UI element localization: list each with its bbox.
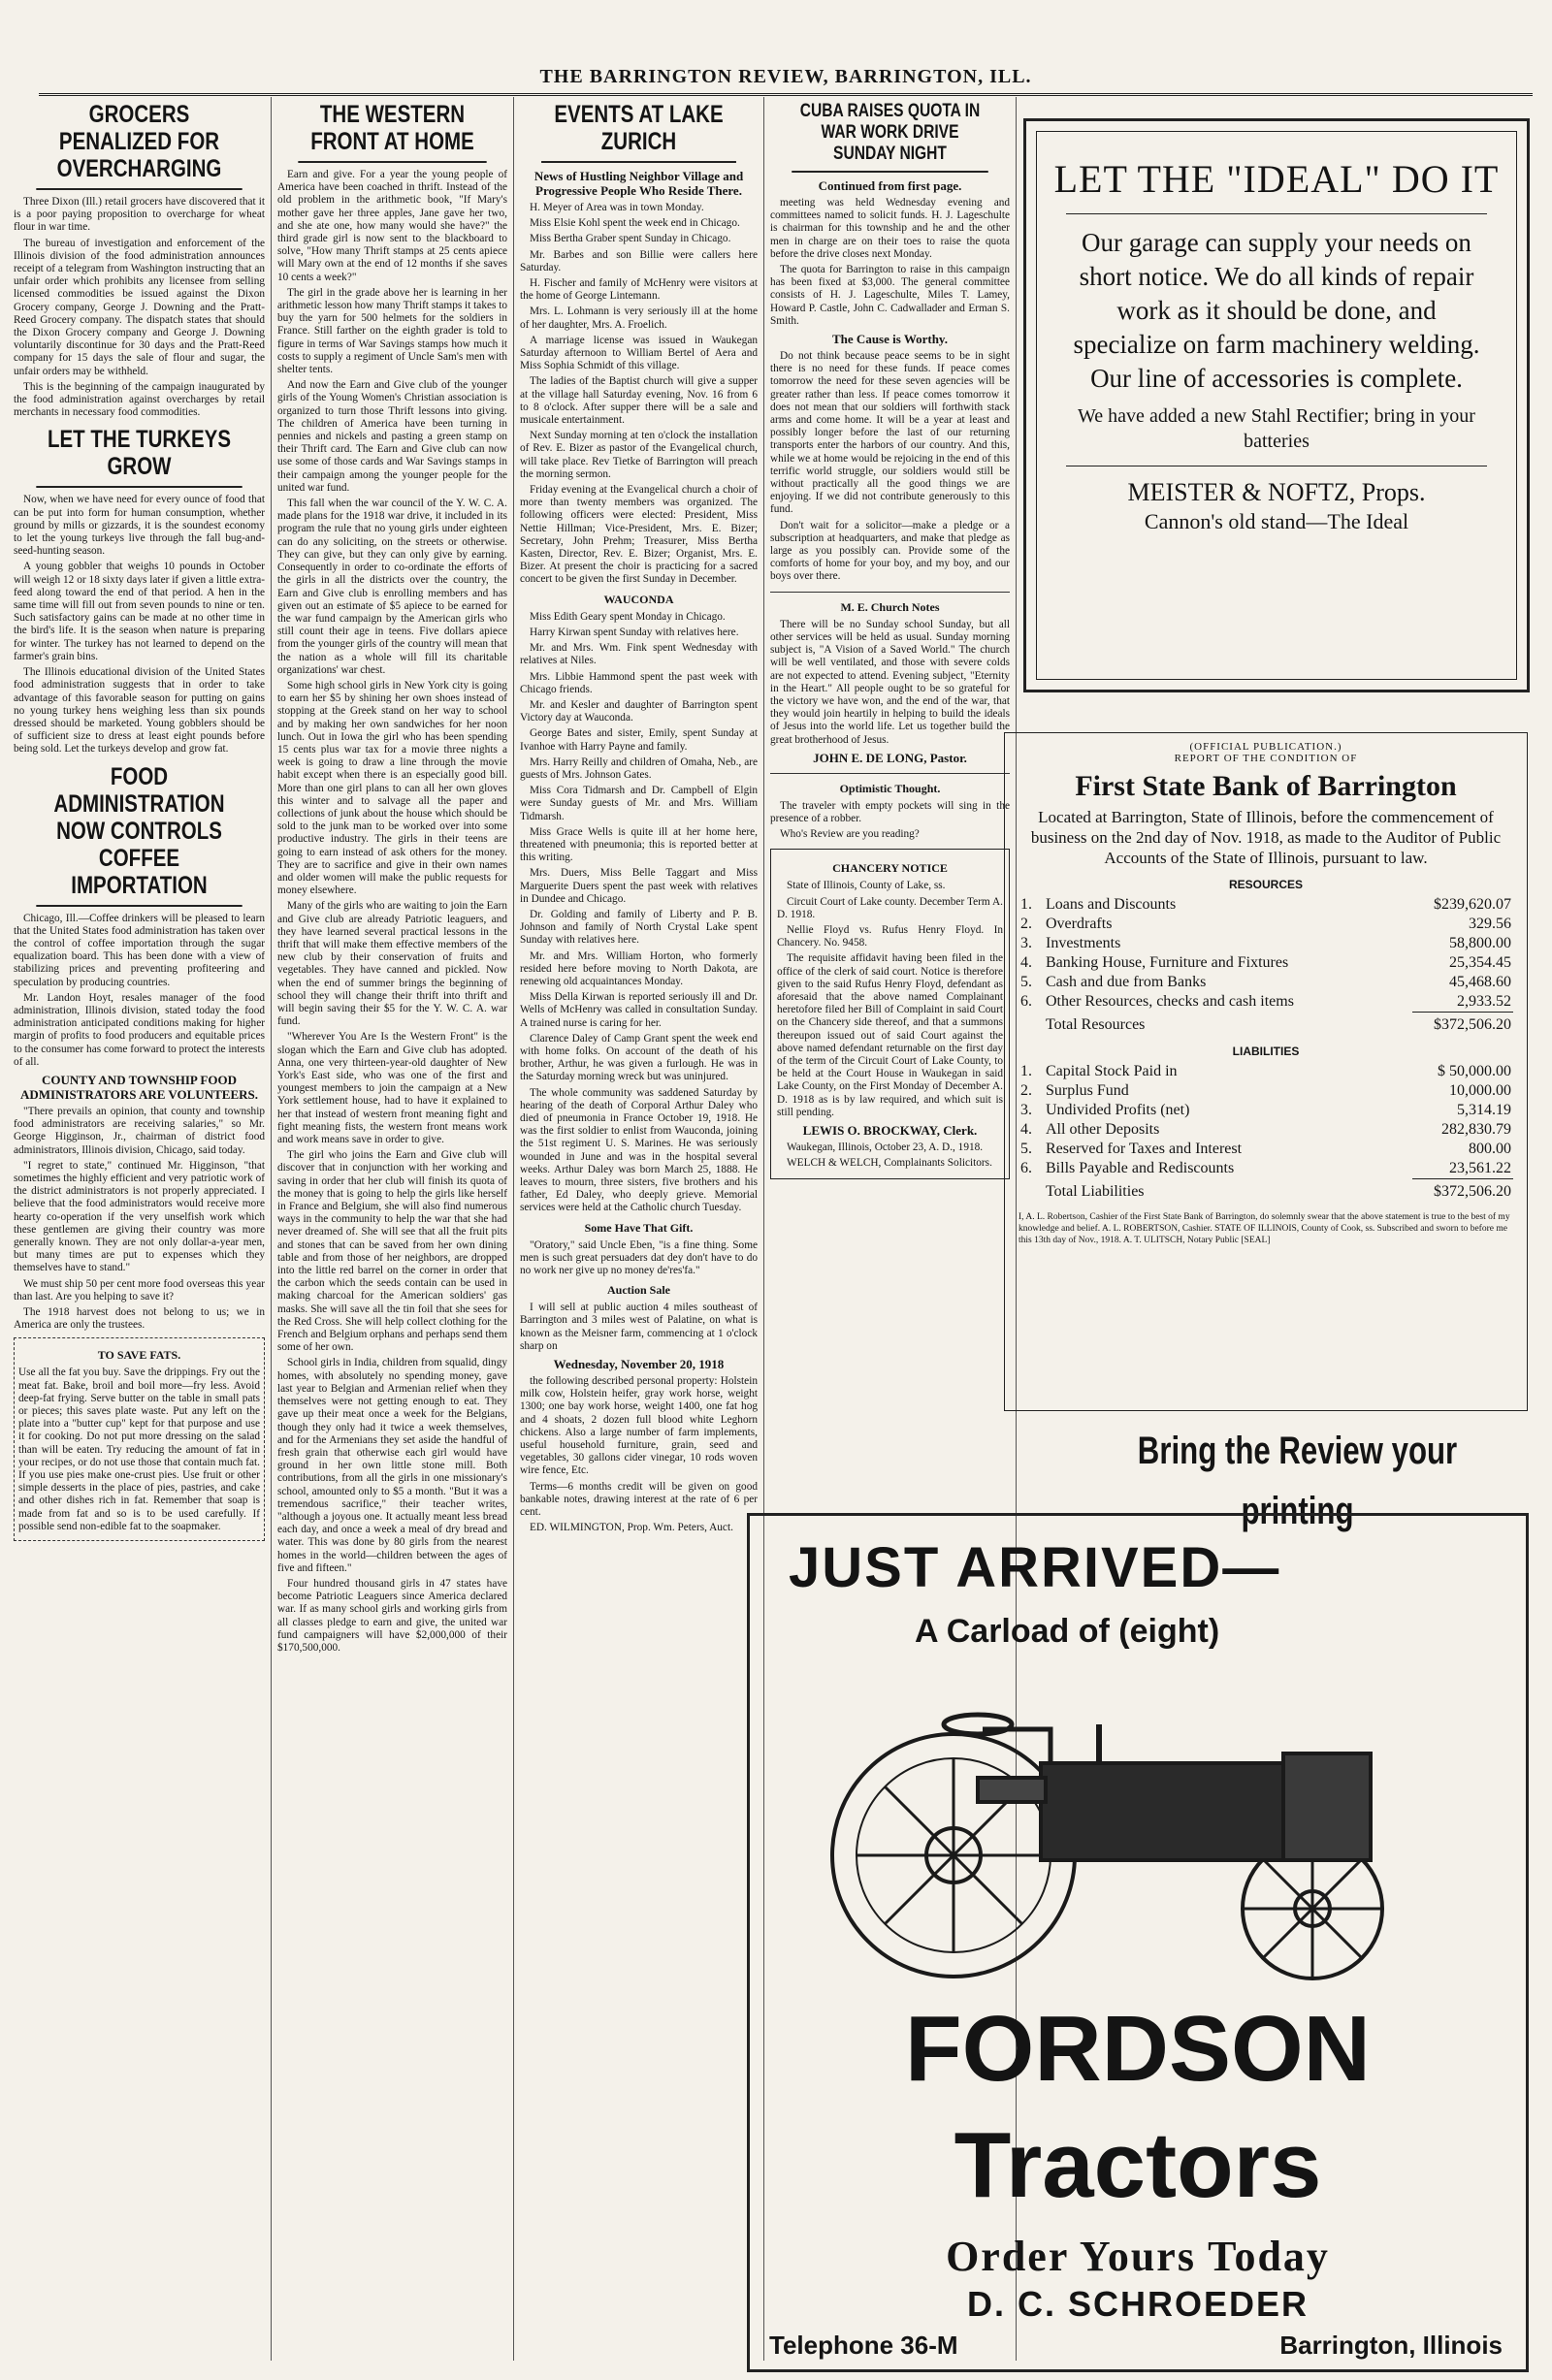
row-value: $ 50,000.00 bbox=[1438, 1063, 1511, 1079]
resources-label: RESOURCES bbox=[1228, 878, 1303, 891]
row-label: Banking House, Furniture and Fixtures bbox=[1046, 954, 1289, 971]
headline-chancery: CHANCERY NOTICE bbox=[832, 861, 948, 876]
engine-body bbox=[1041, 1763, 1283, 1860]
pastor-signature: JOHN E. DE LONG, Pastor. bbox=[813, 750, 967, 765]
headline-grocers: GROCERS PENALIZED FOR OVERCHARGING bbox=[36, 97, 242, 190]
row-value: 282,830.79 bbox=[1441, 1121, 1511, 1138]
column-3 bbox=[514, 97, 764, 2361]
paragraph: WELCH & WELCH, Complainants Solicitors. bbox=[787, 1157, 992, 1170]
liabilities-table bbox=[1018, 1062, 1513, 1202]
row-number: 6. bbox=[1020, 1160, 1032, 1177]
headline-auction-sale: Auction Sale bbox=[606, 1283, 670, 1298]
paragraph: Mr. Barbes and son Billie were callers here Saturday. bbox=[520, 248, 758, 273]
row-label: Reserved for Taxes and Interest bbox=[1046, 1141, 1243, 1157]
paragraph: Mr. and Mrs. William Horton, who formerly resided here before moving to North Dakota, are renewing old acquaintances Monday. bbox=[520, 949, 758, 987]
paragraph: Mr. and Mrs. Wm. Fink spent Wednesday with relatives at Niles. bbox=[520, 642, 758, 667]
headline-coffee: FOOD ADMINISTRATION NOW CONTROLS COFFEE IMPORTATION bbox=[36, 759, 242, 907]
total-row bbox=[1018, 1013, 1513, 1036]
auction-date: Wednesday, November 20, 1918 bbox=[553, 1357, 725, 1372]
bank-report: REPORT OF THE CONDITION OF bbox=[1174, 753, 1358, 764]
paragraph: Miss Grace Wells is quite ill at her home here, threatened with pneumonia; this is reported better at this writing. bbox=[520, 825, 758, 864]
row-number: 4. bbox=[1020, 954, 1032, 971]
liabilities-label: LIABILITIES bbox=[1232, 1045, 1300, 1058]
row-number: 3. bbox=[1020, 1102, 1032, 1118]
table-row bbox=[1018, 953, 1513, 973]
headline-lake-zurich: EVENTS AT LAKE ZURICH bbox=[541, 97, 736, 163]
just-arrived: JUST ARRIVED— bbox=[789, 1536, 1281, 1599]
paragraph: Use all the fat you buy. Save the drippings. Fry out the meat fat. Bake, broil and boil more—fry less. Avoid deep-fat frying. Serve butter on the table in small pats or pieces; this saves plate waste. Put any left on the plate into a "butter cup" kept for that purpose and use it for cooking. Do not put more dressing on the salad than will be eaten. Try reducing the amount of fat in your recipes, or do not use those that contain much fat. If you use pies make one-crust pies. Use fruit or other simple desserts in the place of pies, pastries, and cake and other dishes rich in fat. Remember that soap is made from fat and so is to be used carefully. If possible send non-edible fat to the soapmaker. bbox=[18, 1367, 260, 1532]
row-value: 58,800.00 bbox=[1449, 935, 1511, 951]
row-label: Other Resources, checks and cash items bbox=[1046, 993, 1294, 1011]
paragraph: Miss Cora Tidmarsh and Dr. Campbell of Elgin were Sunday guests of Mr. and Mrs. William Tidmarsh. bbox=[520, 785, 758, 822]
row-value: 23,561.22 bbox=[1449, 1160, 1511, 1176]
paragraph: H. Fischer and family of McHenry were visitors at the home of George Lintemann. bbox=[520, 277, 758, 303]
seat bbox=[978, 1778, 1046, 1802]
chancery-notice-box bbox=[770, 849, 1010, 1179]
headline-turkeys: LET THE TURKEYS GROW bbox=[36, 422, 242, 488]
paragraph: The girl in the grade above her is learning in her arithmetic lesson how many Thrift stamps it takes to buy the yarn for 500 helmets for the soldiers in France. Still farther on the eighth grader is told to figure in terms of War Savings stamps how much it costs to supply a regiment of Uncle Sam's men with shelter tents. bbox=[277, 286, 507, 376]
order-today: Order Yours Today bbox=[946, 2233, 1330, 2280]
table-row bbox=[1018, 1062, 1513, 1081]
paragraph: Mr. and Kesler and daughter of Barrington spent Victory day at Wauconda. bbox=[520, 698, 758, 724]
paragraph: Clarence Daley of Camp Grant spent the week end with home folks. On account of the death of his brother, Arthur, he was given a furlough. He was in the Saturday morning wreck but was uninjured. bbox=[520, 1032, 758, 1083]
headline-cuba: CUBA RAISES QUOTA IN WAR WORK DRIVE SUNDAY NIGHT bbox=[792, 97, 988, 173]
paragraph: Earn and give. For a year the young people of America have been coached in thrift. Instead of the old problem in the arithmetic book, "If Mary's mother gave her three apples, Jane gave her two, and she ate one, how many would she have?" the third grade girl is now sent to the blackboard to solve, "How many Thrift stamps at 25 cents apiece will Mary own at the end of 12 months if she saves 10 cents a week?" bbox=[277, 169, 507, 283]
tractors-title: Tractors bbox=[954, 2113, 1322, 2217]
table-row bbox=[1018, 895, 1513, 915]
bank-statement bbox=[1004, 732, 1528, 1411]
row-number: 1. bbox=[1020, 896, 1032, 913]
paragraph: Who's Review are you reading? bbox=[780, 828, 920, 841]
divider bbox=[770, 773, 1010, 774]
row-value: 329.56 bbox=[1469, 916, 1511, 932]
clerk-signature: LEWIS O. BROCKWAY, Clerk. bbox=[802, 1122, 978, 1138]
ideal-ad-props: MEISTER & NOFTZ, Props. bbox=[1127, 478, 1426, 506]
telephone: Telephone 36-M bbox=[769, 2331, 958, 2360]
bank-official: (OFFICIAL PUBLICATION.) bbox=[1189, 741, 1342, 753]
row-value: $239,620.07 bbox=[1434, 896, 1511, 913]
bank-intro: Located at Barrington, State of Illinois, before the commencement of business on the 2nd day of Nov. 1918, as made to the Auditor of Public Accounts of the State of Illinois, pursuant to law. bbox=[1030, 808, 1502, 867]
ideal-ad-frame bbox=[1036, 131, 1517, 680]
row-label: Bills Payable and Rediscounts bbox=[1046, 1160, 1235, 1177]
continued-note: Continued from first page. bbox=[818, 178, 962, 193]
total-value: $372,506.20 bbox=[1412, 1013, 1513, 1036]
row-number: 2. bbox=[1020, 1082, 1032, 1099]
paragraph: Harry Kirwan spent Sunday with relatives here. bbox=[530, 626, 739, 638]
total-label: Total Liabilities bbox=[1046, 1182, 1145, 1200]
paragraph: "I regret to state," continued Mr. Higginson, "that sometimes the highly efficient and very patriotic work of the district administrators is not properly appreciated. I believe that the food administrators would receive more hearty co-operation if the very unselfish work which these gentlemen are giving their country was more generally known. They are not only dollar-a-year men, but many times are put to expenses which they themselves have to stand." bbox=[14, 1159, 265, 1274]
table-row bbox=[1018, 1159, 1513, 1179]
paragraph: meeting was held Wednesday evening and committees named to solicit funds. H. J. Lageschulte is chairman for this township and he and the other men in charge are on their toes to raise the quota before the drive closes next Monday. bbox=[770, 197, 1010, 260]
paragraph: "Oratory," said Uncle Eben, "is a fine thing. Some men is such great persuaders dat dey don't have to do no work ner give up no money de'res'fa." bbox=[520, 1238, 758, 1277]
paragraph: The requisite affidavit having been filed in the office of the clerk of said court. Notice is therefore given to the said Rufus Henry Floyd, defendant as aforesaid that the above named Complainant heretofore filed her Bill of Complaint in said Court on the Chancery side thereof, and that a summons thereupon issued out of said Court against the above named defendant returnable on the first day of the term of the Circuit Court of Lake County, to be held at the Court House in Waukegan in said Lake County, on the First Monday of December A. D. 1918 as is by law required, and which suit is still pending. bbox=[777, 952, 1003, 1118]
row-number: 2. bbox=[1020, 916, 1032, 932]
dealer-city: Barrington, Illinois bbox=[1279, 2331, 1503, 2360]
ideal-garage-ad bbox=[1023, 118, 1530, 692]
row-label: Overdrafts bbox=[1046, 916, 1113, 932]
tractor-illustration bbox=[808, 1671, 1468, 1991]
paragraph: Friday evening at the Evangelical church a choir of more than twenty members was organized. The following officers were elected: President, Miss Nettie Hillman; Vice-President, Mrs. E. Bizer; Secretary, John Prehm; Treasurer, Miss Bertha Kasten, Director, Rev. E. Bizer; Organist, Mrs. E. Bizer. At present the choir is practicing for a sacred concert to be given the first Sunday in December. bbox=[520, 484, 758, 586]
row-number: 6. bbox=[1020, 993, 1032, 1011]
row-number: 1. bbox=[1020, 1063, 1032, 1079]
paragraph: The whole community was saddened Saturday by hearing of the death of Corporal Arthur Daley who died of pneumonia in France October 19, 1918. He was the first soldier to enlist from Wauconda, joining the 51st regiment U. S. Marines. He was seriously wounded in June and was in the hospital several weeks. Arthur Daley was born March 25, 1888. He leaves to mourn, three sisters, five brothers and his father, Ed Daley, who deeply grieve. Memorial services were held at the Catholic church Tuesday. bbox=[520, 1086, 758, 1214]
paragraph: Mrs. Duers, Miss Belle Taggart and Miss Marguerite Duers spent the past week with relatives in Dundee and Chicago. bbox=[520, 867, 758, 905]
paragraph: "Wherever You Are Is the Western Front" is the slogan which the Earn and Give club has adopted. Anna, one very thirteen-year-old daughter of New York's East side, who was one of the first and youngest members to join the campaign at a New York settlement house, had to have it explained to her that instead of western front meaning fight and fight meaning fists, the western front means work and work means save in order to give. bbox=[277, 1031, 507, 1146]
row-number bbox=[1018, 1013, 1044, 1036]
row-number bbox=[1018, 1179, 1044, 1203]
row-value: 25,354.45 bbox=[1449, 954, 1511, 971]
table-row bbox=[1018, 1140, 1513, 1159]
paragraph: H. Meyer of Area was in town Monday. bbox=[530, 202, 704, 213]
total-row bbox=[1018, 1179, 1513, 1203]
paragraph: The bureau of investigation and enforcement of the Illinois division of the food administration announces receipt of a telegram from Washington instructing that an unfair order which prohibits any licensee from selling licensed commodities be issued against the Dixon Grocery company, George J. Downing and the Pratt-Reed Grocery company. The dispatch states that should the Dixon Grocery company and George J. Downing voluntarily discontinue for 30 days and the Pratt-Reed company for 15 days the sale of flour and sugar, the unfair orders may be withheld. bbox=[14, 237, 265, 377]
paragraph: "There prevails an opinion, that county and township food administrators are receiving salaries," so Mr. George Higginson, Jr., chairman of district food administrators, Illinois division, Chicago, said today. bbox=[14, 1105, 265, 1156]
fordson-ad bbox=[747, 1513, 1529, 2372]
row-label: Capital Stock Paid in bbox=[1046, 1063, 1178, 1079]
column-1 bbox=[8, 97, 272, 2361]
row-label: All other Deposits bbox=[1046, 1121, 1160, 1138]
subhead-volunteers: COUNTY AND TOWNSHIP FOOD ADMINISTRATORS ARE VOLUNTEERS. bbox=[20, 1072, 258, 1102]
paragraph: Mrs. Harry Reilly and children of Omaha, Neb., are guests of Mrs. Johnson Gates. bbox=[520, 756, 758, 781]
paragraph: A marriage license was issued in Waukegan Saturday afternoon to William Bertel of Aera and Miss Sophia Schmidt of this village. bbox=[520, 334, 758, 372]
row-label: Investments bbox=[1046, 935, 1121, 951]
paragraph: Now, when we have need for every ounce of food that can be put into form for human consumption, whether ground by mills or gizzards, it is the soundest economy to let the young turkeys live through the fall bug-and-seed-hunting season. bbox=[14, 494, 265, 558]
column-2 bbox=[272, 97, 514, 2361]
paragraph: And now the Earn and Give club of the younger girls of the Young Women's Christian association is organized to turn those Thrift lessons into giving. The children of America have been turning in pennies and nickels and pasting a green stamp on their Thrift card. The Earn and Give club can now use some of those cards and War Savings stamps in their campaign among the younger people for the united war fund. bbox=[277, 379, 507, 494]
paragraph: Miss Elsie Kohl spent the week end in Chicago. bbox=[530, 217, 740, 230]
paragraph: the following described personal property: Holstein milk cow, Holstein heifer, gray work horse, weight 1300; one bay work horse, weight 1400, one fat hog and 4 shoats, 2 dozen full blood white Leghorn chickens. Also a large number of farm implements, useful household furniture, grain, seed and vegetables, 30 gallons cider vinegar, 10 rods woven wire fence, Etc. bbox=[520, 1375, 758, 1477]
paragraph: Nellie Floyd vs. Rufus Henry Floyd. In Chancery. No. 9458. bbox=[777, 923, 1003, 949]
headline-optimistic: Optimistic Thought. bbox=[839, 781, 941, 795]
masthead: THE BARRINGTON REVIEW, BARRINGTON, ILL. bbox=[39, 60, 1533, 96]
subhead-lake-zurich: News of Hustling Neighbor Village and Progressive People Who Reside There. bbox=[534, 169, 744, 198]
radiator bbox=[1283, 1753, 1371, 1860]
ideal-ad-rectifier: We have added a new Stahl Rectifier; bring in your batteries bbox=[1078, 405, 1475, 452]
ideal-ad-stand: Cannon's old stand—The Ideal bbox=[1144, 509, 1409, 533]
bank-title: First State Bank of Barrington bbox=[1075, 770, 1457, 802]
paragraph: George Bates and sister, Emily, spent Sunday at Ivanhoe with Harry Payne and family. bbox=[520, 727, 758, 753]
paragraph: Miss Della Kirwan is reported seriously ill and Dr. Wells of McHenry was called in consultation Sunday. A trained nurse is caring for her. bbox=[520, 991, 758, 1029]
paragraph: The traveler with empty pockets will sing in the presence of a robber. bbox=[770, 799, 1010, 824]
divider bbox=[1066, 213, 1487, 214]
row-value: 45,468.60 bbox=[1449, 974, 1511, 990]
paragraph: The ladies of the Baptist church will give a supper at the village hall Saturday evening, Nov. 16 from 6 to 8 o'clock. After supper there will be a sale and musicale entertainment. bbox=[520, 375, 758, 427]
paragraph: Chicago, Ill.—Coffee drinkers will be pleased to learn that the United States food administration has taken over the control of coffee importation through the sugar equalization board. This has been done with a view of stabilizing prices and preventing profiteering and speculation by producing countries. bbox=[14, 912, 265, 988]
row-label: Undivided Profits (net) bbox=[1046, 1102, 1190, 1118]
save-fats-title: TO SAVE FATS. bbox=[97, 1348, 181, 1363]
paragraph: Mr. Landon Hoyt, resales manager of the food administration, Illinois division, stated today the food administration anticipated conditions making for higher margin of profits to food producers and equitable prices to the consumer has come forward to protect the interests of all. bbox=[14, 991, 265, 1068]
steering-wheel bbox=[944, 1715, 1012, 1734]
paragraph: The 1918 harvest does not belong to us; we in America are only the trustees. bbox=[14, 1306, 265, 1332]
total-value: $372,506.20 bbox=[1412, 1179, 1513, 1203]
paragraph: School girls in India, children from squalid, dingy homes, with absolutely no spending money, gave last year to Belgian and Armenian relief when they themselves were not getting enough to eat. They gave up their meat once a week for the Belgians, though they only had it twice a week themselves, and for the Armenians they set aside the handful of fresh grain that otherwise each girl would have ground in her own little stone mill. Both contributions, from all the girls in one missionary's school, amounted only to $5 a month. "But it was a tremendous sacrifice," their teacher writes, "although a joyous one. It actually meant less bread each day, and once a week a meal of dry bread and water. This was done by 80 girls from the nearest homes in the world—children between the ages of five and fifteen." bbox=[277, 1357, 507, 1574]
paragraph: ED. WILMINGTON, Prop. Wm. Peters, Auct. bbox=[530, 1522, 733, 1534]
row-number: 4. bbox=[1020, 1121, 1032, 1138]
row-number: 5. bbox=[1020, 1141, 1032, 1157]
paragraph: Next Sunday morning at ten o'clock the installation of Rev. E. Bizer as pastor of the Evangelical church, will take place. Rev Tietke of Barrington will preach the morning sermon. bbox=[520, 430, 758, 480]
row-number: 5. bbox=[1020, 974, 1032, 990]
divider bbox=[770, 592, 1010, 593]
headline-some-have-gift: Some Have That Gift. bbox=[584, 1220, 694, 1235]
dealer-name: D. C. SCHROEDER bbox=[966, 2284, 1310, 2324]
row-value: 10,000.00 bbox=[1449, 1082, 1511, 1099]
paragraph: Mrs. Libbie Hammond spent the past week with Chicago friends. bbox=[520, 670, 758, 695]
ideal-ad-body: Our garage can supply your needs on short notice. We do all kinds of repair work as it should be done, and specialize on farm machinery welding. Our line of accessories is complete. bbox=[1073, 228, 1480, 393]
paragraph: The quota for Barrington to raise in this campaign has been fixed at $3,000. The general committee consists of H. J. Lageschulte, Miles T. Lamey, Howard P. Castle, John C. Cadwallader and Erman S. Smith. bbox=[770, 264, 1010, 327]
paragraph: Some high school girls in New York city is going to earn her $5 by shining her own shoes instead of stopping at the Greek stand on her way to school and by making her own sandwiches for her noon lunch. Out in Iowa the girl who has been spending 15 cents plus war tax for a movie three nights a week is going to draw a line through the movie habit except when there is an especially good bill. More than one girl plans to can all her own gloves this winter and to salvage all the paper and collections of junk about the house which should be sold to the junk man to be worked over into some productive industry. The girls in their teens are going to earn instead of ask others for the money. They are to sacrifice and give in their own names and older women will make the public requests for money elsewhere. bbox=[277, 679, 507, 897]
paragraph: Miss Bertha Graber spent Sunday in Chicago. bbox=[530, 233, 731, 245]
paragraph: We must ship 50 per cent more food overseas this year than last. Are you helping to save it? bbox=[14, 1277, 265, 1303]
paragraph: Don't wait for a solicitor—make a pledge or a subscription at headquarters, and make that pledge as large as you possibly can. Provide some of the comforts of home for your boy, and my boy, and our boys over there. bbox=[770, 519, 1010, 583]
row-value: 5,314.19 bbox=[1457, 1102, 1511, 1118]
paragraph: Many of the girls who are waiting to join the Earn and Give club are already Patriotic leaguers, and they have learned several practical lessons in the thrift that will make them effective members of the new club by their conservation of fruits and vegetables. They have canned and pickled. Now when the end of summer brings the beginning of school they will change their thrift into thrift and will begin saving their $5 for the Y. W. C. A. war fund. bbox=[277, 900, 507, 1028]
table-row bbox=[1018, 1120, 1513, 1140]
table-row bbox=[1018, 1101, 1513, 1120]
total-label: Total Resources bbox=[1046, 1015, 1146, 1033]
row-label: Loans and Discounts bbox=[1046, 896, 1177, 913]
paragraph: State of Illinois, County of Lake, ss. bbox=[787, 880, 946, 892]
resources-table bbox=[1018, 895, 1513, 1035]
paragraph: This is the beginning of the campaign inaugurated by the food administration against overcharges by retail merchants in necessary food commodities. bbox=[14, 380, 265, 419]
table-row bbox=[1018, 915, 1513, 934]
subhead-cause: The Cause is Worthy. bbox=[832, 332, 948, 347]
paragraph: Three Dixon (Ill.) retail grocers have discovered that it is a poor paying proposition to overcharge for wheat flour in war time. bbox=[14, 196, 265, 234]
paragraph: Dr. Golding and family of Liberty and P. B. Johnson and family of North Crystal Lake spent Sunday with relatives here. bbox=[520, 908, 758, 947]
headline-wauconda: WAUCONDA bbox=[603, 592, 674, 606]
paragraph: Miss Edith Geary spent Monday in Chicago. bbox=[530, 610, 726, 623]
carload: A Carload of (eight) bbox=[915, 1613, 1220, 1650]
save-fats-box bbox=[14, 1337, 265, 1541]
headline-church-notes: M. E. Church Notes bbox=[840, 599, 940, 614]
ideal-ad-headline: LET THE "IDEAL" DO IT bbox=[1053, 157, 1500, 201]
paragraph: There will be no Sunday school Sunday, but all other services will be held as usual. Sunday morning subject is, "A Vision of a Saved World." The church will be well ventilated, and those with severe colds are not expected to attend. Evening subject, "Eternity in the Heart." All people ought to be so grateful for the victory we have won, and the end of the war, that they would join heartily in helping to build the ideals of Jesus into the world life. Let us together build the great brotherhood of Jesus. bbox=[770, 618, 1010, 746]
paragraph: Four hundred thousand girls in 47 states have become Patriotic Leaguers since America declared war. If as many school girls and working girls from all classes pledge to earn and give, the united war fund campaigners will have $2,000,000 of their $170,500,000. bbox=[277, 1577, 507, 1654]
paragraph: Terms—6 months credit will be given on good bankable notes, drawing interest at the rate of 6 per cent. bbox=[520, 1480, 758, 1519]
fordson-title: FORDSON bbox=[905, 1997, 1371, 2101]
row-value: 2,933.52 bbox=[1457, 993, 1511, 1010]
paragraph: Waukegan, Illinois, October 23, A. D., 1918. bbox=[787, 1141, 984, 1153]
row-label: Surplus Fund bbox=[1046, 1082, 1129, 1099]
paragraph: Do not think because peace seems to be in sight there is no need for these funds. If peace comes tomorrow the need for these seven agencies will be greater rather than less. If peace comes tomorrow it does not mean that our soldiers will forthwith stack arms and come home. It will be a year at least and possibly longer before the last of our returning transports enter the harbors of our country. And this, while we at home would be rejoicing in the end of this terrific world struggle, our soldiers would still be without practically all the good things we are enjoying. If we did not contribute generously to this fund. bbox=[770, 350, 1010, 516]
paragraph: Circuit Court of Lake county. December Term A. D. 1918. bbox=[777, 895, 1003, 920]
paragraph: A young gobbler that weighs 10 pounds in October will weigh 12 or 18 sixty days later if given a little extra-feed along toward the end of that period. A hen in the same time will fill out from seven pounds to nine or ten. Such satisfactory gains can be made at no other time in the bird's life. It is the season when nature is preparing for winter. The turkey has not learned to depend on the farmer's grain bins. bbox=[14, 561, 265, 662]
paragraph: The Illinois educational division of the United States food administration suggests that in order to take advantage of this favorable season for putting on gains no young turkey hens weighing less than six pounds dressed should be marketed. Young gobblers should be of sufficient size to dress at least eight pounds before being sold. Let the turkeys develop and grow fat. bbox=[14, 666, 265, 756]
paragraph: This fall when the war council of the Y. W. C. A. made plans for the 1918 war drive, it included in its program the rule that no young girls under eighteen can do any soliciting, on the streets or otherwise. They can give, but they can only give by earning. Consequently in order to co-ordinate the efforts of the girls in all the districts over the country, the Earn and Give club is enrolling members and has given out an estimate of $5 apiece to be earned for the war fund campaign by the American girls who still count their age in teens. Five dollars apiece from the younger girls of the country will mean that the nation as a whole will fill its charitable organizations' war chest. bbox=[277, 498, 507, 676]
table-row bbox=[1018, 992, 1513, 1013]
table-row bbox=[1018, 934, 1513, 953]
row-number: 3. bbox=[1020, 935, 1032, 951]
table-row bbox=[1018, 973, 1513, 992]
row-value: 800.00 bbox=[1469, 1141, 1511, 1157]
headline-western-front: THE WESTERN FRONT AT HOME bbox=[298, 97, 486, 163]
paragraph: The girl who joins the Earn and Give club will discover that in conjunction with her working and saving in order that her club will finish its quota of the money that is going to help the girls like herself in France and Belgium, she will also find numerous ways in the community to help the war that she had never dreamed of. She will see that all the fruit pits and stones that can be saved from her own dining table and from those of her neighbors, are dropped into the little red barrel on the corner in order that the carbon which the seeds contain can be used in making charcoal for the American soldiers' gas masks. She will save all the tin foil that she sees for the Red Cross. She will help collect clothing for the French and Belgium orphans and perhaps send them some of her own. bbox=[277, 1149, 507, 1354]
paragraph: I will sell at public auction 4 miles southeast of Barrington and 3 miles west of Palatine, on what is known as the Meisner farm, commencing at 1 o'clock sharp on bbox=[520, 1302, 758, 1352]
table-row bbox=[1018, 1081, 1513, 1101]
bank-footer: I, A. L. Robertson, Cashier of the First State Bank of Barrington, do solemnly swear that the above statement is true to the best of my knowledge and belief. A. L. ROBERTSON, Cashier. STATE OF ILLINOIS, County of Cook, ss. Subscribed and sworn to before me this 13th day of Nov., 1918. A. T. ULITSCH, Notary Public [SEAL] bbox=[1018, 1212, 1510, 1245]
row-label: Cash and due from Banks bbox=[1046, 974, 1207, 990]
bring-review-printing: Bring the Review your printing bbox=[1137, 1430, 1458, 1532]
paragraph: Mrs. L. Lohmann is very seriously ill at the home of her daughter, Mrs. A. Froelich. bbox=[520, 306, 758, 331]
